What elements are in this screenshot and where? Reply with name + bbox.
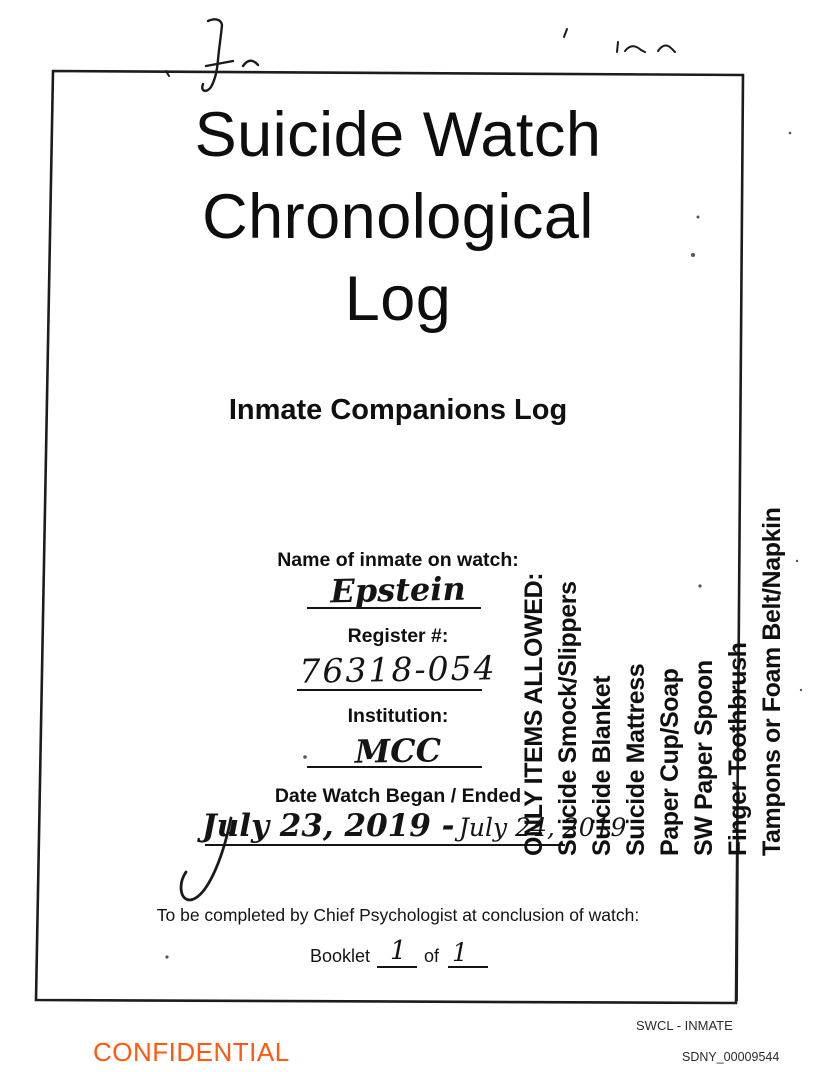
allowed-item: Finger Toothbrush [724,642,752,856]
confidential-stamp: CONFIDENTIAL [93,1037,290,1067]
booklet-label: Booklet [310,946,371,966]
form-code-stamp: SWCL - INMATE [636,1018,733,1033]
register-field-line [297,689,482,691]
title-line-2: Chronological [202,182,594,252]
pen-arc-mark-icon [243,61,258,66]
allowed-item: Suicide Blanket [588,675,616,856]
allowed-item: Paper Cup/Soap [656,668,684,856]
date-began-value: July 23, 2019 - [202,808,455,844]
staple-pen-scribble-icon [202,19,233,90]
booklet-of-label: of [424,946,440,966]
title-line-3: Log [344,264,452,334]
name-of-inmate-label: Name of inmate on watch: [277,549,519,571]
booklet-number-value: 1 [390,936,407,966]
title-line-1: Suicide Watch [194,100,602,170]
completion-note: To be completed by Chief Psychologist at conclusion of watch: [156,905,640,925]
booklet-total-value: 1 [452,938,468,967]
booklet-number-line [377,966,417,968]
date-field-line [205,844,565,846]
register-number-label: Register #: [347,625,449,647]
allowed-items-heading: ONLY ITEMS ALLOWED: [520,572,548,856]
allowed-item: SW Paper Spoon [690,660,718,856]
only-items-allowed-list [517,446,793,856]
institution-label: Institution: [347,705,449,727]
bates-number: SDNY_00009544 [682,1050,780,1064]
date-watch-label: Date Watch Began / Ended [274,785,522,807]
document-subtitle: Inmate Companions Log [228,394,568,426]
allowed-item: Suicide Mattress [622,663,650,856]
date-ended-value: July 24, 2019 [458,813,627,842]
institution-value: MCC [354,731,442,771]
institution-field-line [307,766,482,768]
allowed-item: Tampons or Foam Belt/Napkin [758,507,786,856]
name-field-line [307,607,481,609]
pen-tick-marks-icon [166,29,675,76]
allowed-item: Suicide Smock/Slippers [554,581,582,856]
name-of-inmate-value: Epstein [329,569,467,611]
register-number-value: 76318-054 [299,648,497,691]
document-title [53,94,743,340]
